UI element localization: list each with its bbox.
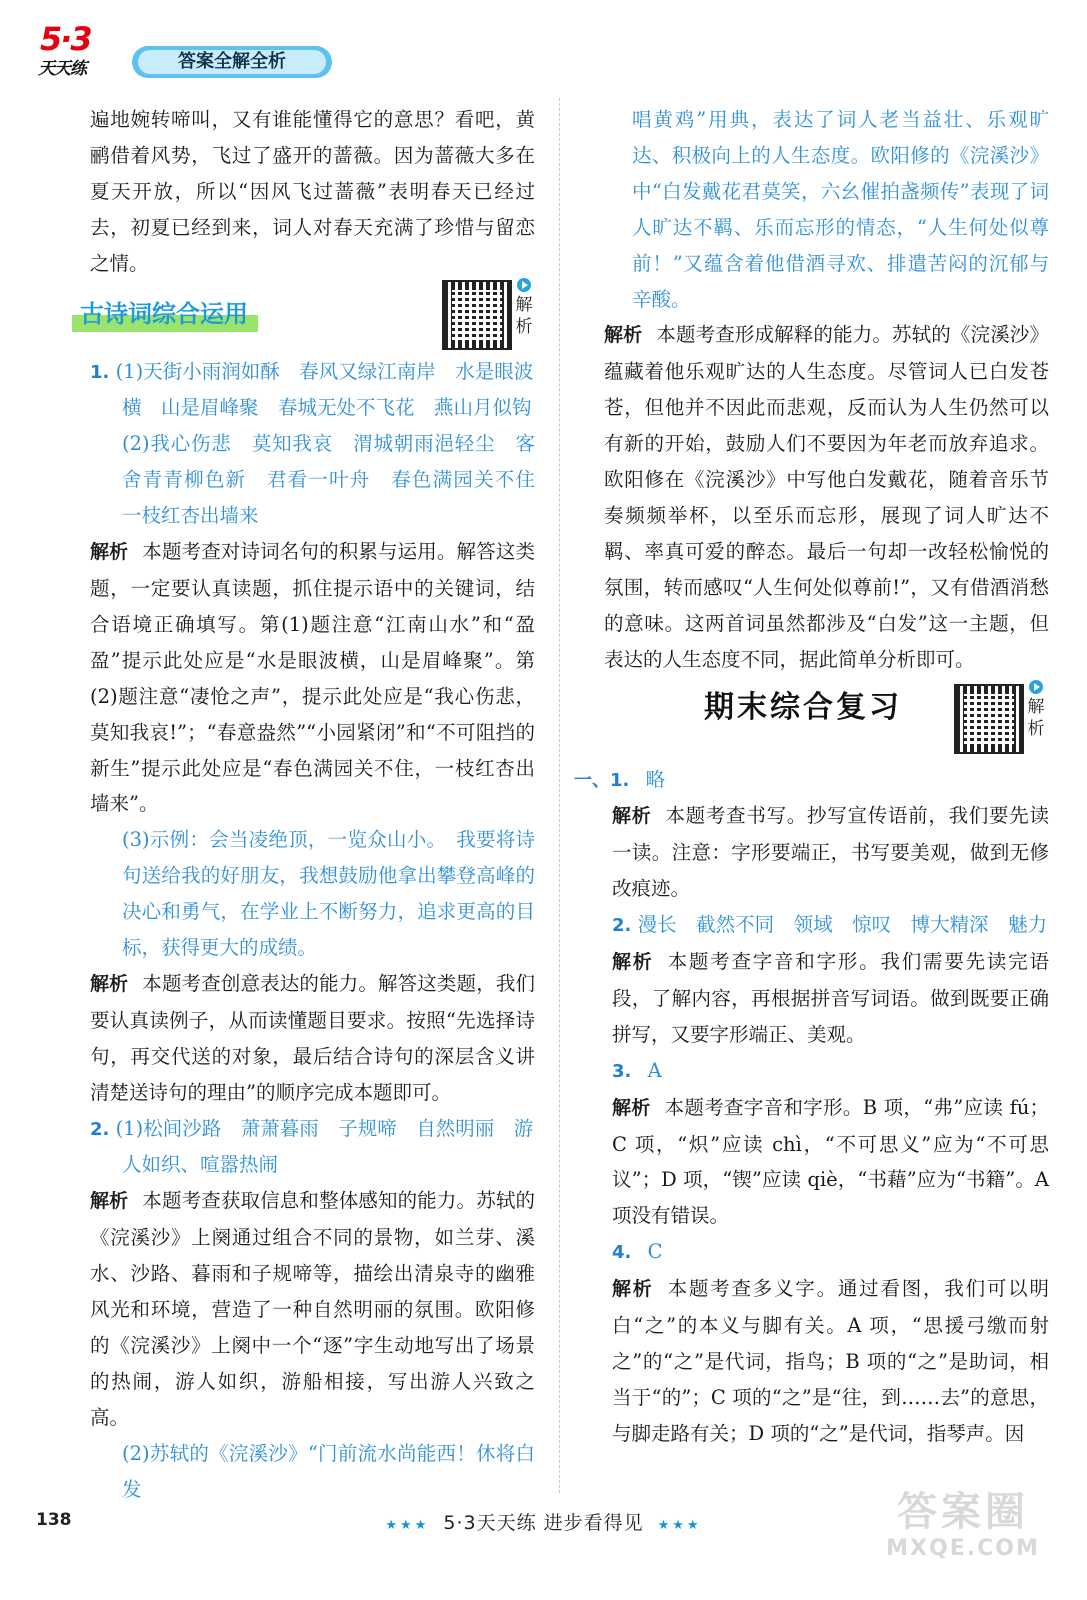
analysis-label: 解析 xyxy=(604,324,643,347)
right-column xyxy=(574,102,1049,1452)
answer-text: C xyxy=(647,1240,663,1264)
question-number: 1. xyxy=(90,361,110,383)
watermark-text: 答案圈 xyxy=(897,1489,1029,1535)
analysis-label: 解析 xyxy=(90,541,129,564)
question-2 xyxy=(90,1111,535,1184)
play-icon xyxy=(517,278,531,292)
logo-text: 天天练 xyxy=(38,59,86,79)
answer-text: (2)苏轼的《浣溪沙》“门前流水尚能西！休将白发 xyxy=(122,1441,535,1501)
question-3 xyxy=(612,1053,1049,1090)
answer-text: 漫长 截然不同 领域 惊叹 博大精深 魅力 xyxy=(637,913,1048,937)
question-number: 2. xyxy=(90,1118,110,1140)
analysis-paragraph: 解析 本题考查字音和字形。B 项，“弗”应读 fú；C 项，“炽”应读 chì，“不可思义”应为“不可思议”；D 项，“锲”应读 qiè，“书藉”应为“书籍”。A 项没有错误。 xyxy=(612,1095,1049,1228)
analysis-label: 解析 xyxy=(612,1278,654,1301)
answer-text: 唱黄鸡”用典，表达了词人老当益壮、乐观旷达、积极向上的人生态度。欧阳修的《浣溪沙》中“白发戴花君莫笑，六幺催拍盏频传”表现了词人旷达不羁、乐而忘形的情态，“人生何处似尊前！”又蕴含着他借酒寻欢、排遣苦闷的沉郁与辛酸。 xyxy=(632,108,1049,311)
analysis-paragraph: 解析 本题考查形成解释的能力。苏轼的《浣溪沙》蕴藏着他乐观旷达的人生态度。尽管词人已白发苍苍，但他并不因此而悲观，反而认为人生仍然可以有新的开始，鼓励人们不要因为年老而放弃追求。欧阳修在《浣溪沙》中写他白发戴花，随着音乐节奏频频举杯，以至乐而忘形，展现了词人旷达不羁、率真可爱的醉态。最后一句却一改轻松愉悦的氛围，转而感叹“人生何处似尊前!”，又有借酒消愁的意味。这两首词虽然都涉及“白发”这一主题，但表达的人生态度不同，据此简单分析即可。 xyxy=(604,323,1049,671)
section-ancient-poetry xyxy=(80,282,535,354)
left-column xyxy=(80,102,555,1508)
logo-number: 5·3 xyxy=(40,20,91,58)
analysis-label: 解析 xyxy=(90,972,129,995)
analysis-paragraph: 解析 本题考查创意表达的能力。解答这类题，我们要认真读例子，从而读懂题目要求。按照“先选择诗句，再交代送的对象，最后结合诗句的深层含义讲清楚送诗句的理由”的顺序完成本题即可。 xyxy=(90,971,535,1104)
answer-text: (3)示例：会当凌绝顶，一览众山小。 我要将诗句送给我的好朋友，我想鼓励他拿出攀登高峰的决心和勇气，在学业上不断努力，追求更高的目标，获得更大的成绩。 xyxy=(122,828,535,960)
section-title: 古诗词综合运用 xyxy=(72,294,258,332)
question-1 xyxy=(574,762,1049,799)
analysis-paragraph: 解析 本题考查字音和字形。我们需要先读完语段，了解内容，再根据拼音写词语。做到既要正确拼写，又要字形端正、美观。 xyxy=(612,950,1049,1046)
header-banner xyxy=(132,46,332,78)
question-number: 4. xyxy=(612,1242,632,1264)
brand-logo xyxy=(36,20,132,84)
answer-text: 略 xyxy=(645,767,666,791)
question-4 xyxy=(612,1234,1049,1271)
question-1 xyxy=(90,354,535,427)
answer-text: (1)松间沙路 萧萧暮雨 子规啼 自然明丽 游人如织、喧嚣热闹 xyxy=(115,1116,534,1177)
analysis-paragraph: 解析 本题考查书写。抄写宣传语前，我们要先读一读。注意：字形要端正，书写要美观，做到无修改痕迹。 xyxy=(612,804,1049,901)
qr-code-icon[interactable] xyxy=(442,280,512,350)
slogan-text: 5·3天天练 进步看得见 xyxy=(443,1512,644,1534)
analysis-label: 解析 xyxy=(612,951,654,974)
qr-code-icon[interactable] xyxy=(954,684,1024,754)
answer-text: (2)我心伤悲 莫知我哀 渭城朝雨浥轻尘 客舍青青柳色新 君看一叶舟 春色满园关不住 一枝红杏出墙来 xyxy=(122,432,555,528)
qr-label: 解析 xyxy=(1024,680,1048,740)
stars-right-icon: ★★★ xyxy=(657,1518,702,1533)
answer-text: A xyxy=(647,1058,662,1082)
section-final-review xyxy=(604,678,1049,762)
watermark-url: MXQE.COM xyxy=(886,1536,1040,1561)
analysis-paragraph: 解析 本题考查获取信息和整体感知的能力。苏轼的《浣溪沙》上阕通过组合不同的景物，如兰芽、溪水、沙路、暮雨和子规啼等，描绘出清泉寺的幽雅风光和环境，营造了一种自然明丽的氛围。欧阳修的《浣溪沙》上阕中一个“逐”字生动地写出了场景的热闹，游人如织，游船相接，写出游人兴致之高。 xyxy=(90,1189,535,1429)
intro-paragraph: 遍地婉转啼叫，又有谁能懂得它的意思？看吧，黄鹂借着风势，飞过了盛开的蔷薇。因为蔷薇大多在夏天开放，所以“因风飞过蔷薇”表明春天已经过去，初夏已经到来，词人对春天充满了珍惜与留恋之情。 xyxy=(90,108,535,275)
header-banner-text: 答案全解全析 xyxy=(138,50,326,74)
analysis-label: 解析 xyxy=(90,1190,129,1213)
column-divider xyxy=(559,98,560,1493)
page-number: 138 xyxy=(36,1510,72,1530)
stars-left-icon: ★★★ xyxy=(385,1518,430,1533)
play-icon xyxy=(1029,680,1043,694)
answer-text: (1)天街小雨润如酥 春风又绿江南岸 水是眼波横 山是眉峰聚 春城无处不飞花 燕山月似钩 xyxy=(115,359,534,420)
analysis-label: 解析 xyxy=(612,1096,651,1119)
question-number: 3. xyxy=(612,1060,632,1082)
page-header xyxy=(36,20,436,90)
question-number: 一、1. xyxy=(574,769,630,791)
question-2 xyxy=(612,907,1049,944)
watermark xyxy=(863,1488,1063,1580)
qr-label: 解析 xyxy=(512,278,536,338)
analysis-paragraph: 解析 本题考查多义字。通过看图，我们可以明白“之”的本义与脚有关。A 项，“思援弓缴而射之”的“之”是代词，指鸟；B 项的“之”是助词，相当于“的”；C 项的“之”是“往，到……去”的意思，与脚走路有关；D 项的“之”是代词，指琴声。因 xyxy=(612,1277,1049,1445)
question-number: 2. xyxy=(612,915,632,937)
section-title: 期末综合复习 xyxy=(704,689,902,725)
analysis-label: 解析 xyxy=(612,805,652,828)
analysis-paragraph: 解析 本题考查对诗词名句的积累与运用。解答这类题，一定要认真读题，抓住提示语中的关键词，结合语境正确填写。第(1)题注意“江南山水”和“盈盈”提示此处应是“水是眼波横，山是眉峰聚”。第(2)题注意“凄怆之声”，提示此处应是“我心伤悲，莫知我哀!”；“春意盎然”“小园紧闭”和“不可阻挡的新生”提示此处应是“春色满园关不住，一枝红杏出墙来”。 xyxy=(90,540,535,816)
